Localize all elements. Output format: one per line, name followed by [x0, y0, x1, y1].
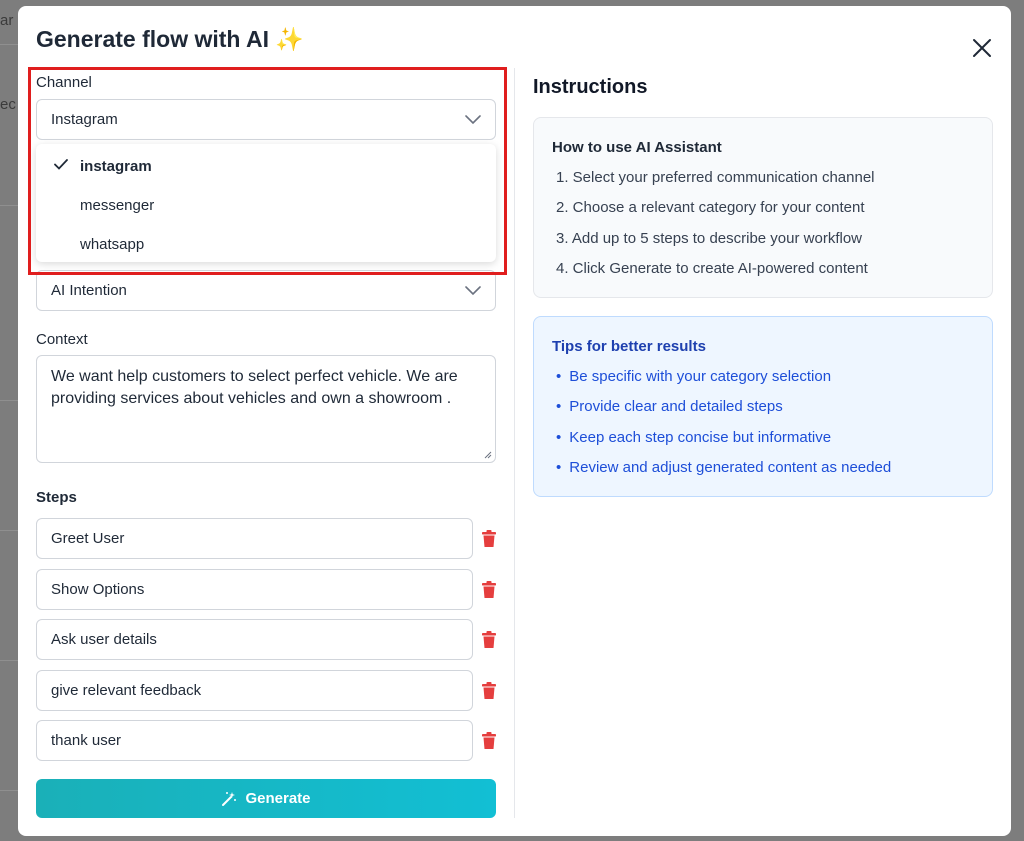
background-text-fragment: ar — [0, 12, 14, 29]
resize-handle-icon[interactable] — [484, 451, 492, 459]
dropdown-option-label: instagram — [80, 157, 152, 175]
howto-heading: How to use AI Assistant — [552, 139, 722, 156]
dropdown-option-label: messenger — [80, 196, 155, 214]
background-divider — [0, 790, 20, 791]
dropdown-option-whatsapp[interactable] — [36, 225, 496, 263]
sparkles-icon: ✨ — [275, 26, 305, 52]
close-icon — [970, 36, 994, 60]
tips-heading: Tips for better results — [552, 338, 706, 355]
bullet-icon: • — [556, 459, 562, 476]
chevron-down-icon — [465, 286, 481, 296]
channel-select[interactable] — [36, 99, 496, 140]
tip-item — [556, 429, 831, 446]
tip-item — [556, 459, 891, 476]
background-divider — [0, 205, 20, 206]
step-input[interactable]: give relevant feedback — [36, 670, 473, 711]
trash-icon[interactable] — [481, 530, 497, 548]
tip-item — [556, 398, 783, 415]
background-divider — [0, 530, 20, 531]
step-input[interactable]: Show Options — [36, 569, 473, 610]
howto-item: 4. Click Generate to create AI-powered content — [556, 260, 868, 277]
howto-item: 1. Select your preferred communication channel — [556, 169, 875, 186]
tip-text: Be specific with your category selection — [569, 368, 832, 385]
step-input[interactable]: Greet User — [36, 518, 473, 559]
context-textarea[interactable]: We want help customers to select perfect vehicle. We are providing services about vehicles and own a showroom . — [36, 355, 496, 463]
howto-item: 2. Choose a relevant category for your content — [556, 199, 865, 216]
trash-icon[interactable] — [481, 732, 497, 750]
bullet-icon: • — [556, 429, 562, 446]
check-icon — [54, 159, 68, 170]
step-input[interactable]: thank user — [36, 720, 473, 761]
background-divider — [0, 44, 20, 45]
modal-title — [36, 26, 304, 53]
generate-button-label: Generate — [245, 790, 311, 807]
magic-wand-icon — [221, 791, 237, 807]
context-label: Context — [36, 331, 88, 348]
instructions-title: Instructions — [533, 76, 648, 98]
howto-card — [533, 117, 993, 298]
bullet-icon: • — [556, 398, 562, 415]
tip-text: Provide clear and detailed steps — [569, 398, 783, 415]
trash-icon[interactable] — [481, 682, 497, 700]
chevron-down-icon — [465, 115, 481, 125]
tip-text: Keep each step concise but informative — [569, 429, 832, 446]
trash-icon[interactable] — [481, 631, 497, 649]
generate-flow-modal — [18, 6, 1011, 836]
modal-title-text: Generate flow with AI — [36, 26, 270, 52]
bullet-icon: • — [556, 368, 562, 385]
tip-text: Review and adjust generated content as needed — [569, 459, 892, 476]
channel-label: Channel — [36, 74, 92, 91]
dropdown-option-label: whatsapp — [80, 235, 145, 253]
close-button[interactable] — [970, 36, 994, 60]
dropdown-option-instagram[interactable] — [36, 147, 496, 185]
category-select-value: AI Intention — [51, 282, 127, 299]
tip-item — [556, 368, 831, 385]
trash-icon[interactable] — [481, 581, 497, 599]
column-divider — [514, 68, 515, 818]
channel-select-value: Instagram — [51, 111, 118, 128]
background-text-fragment: ec — [0, 96, 16, 113]
tips-card — [533, 316, 993, 497]
channel-dropdown-menu — [36, 144, 496, 262]
dropdown-option-messenger[interactable] — [36, 186, 496, 224]
background-divider — [0, 400, 20, 401]
step-input[interactable]: Ask user details — [36, 619, 473, 660]
background-divider — [0, 660, 20, 661]
category-select[interactable] — [36, 270, 496, 311]
steps-label: Steps — [36, 489, 77, 506]
generate-button[interactable] — [36, 779, 496, 818]
howto-item: 3. Add up to 5 steps to describe your workflow — [556, 230, 862, 247]
